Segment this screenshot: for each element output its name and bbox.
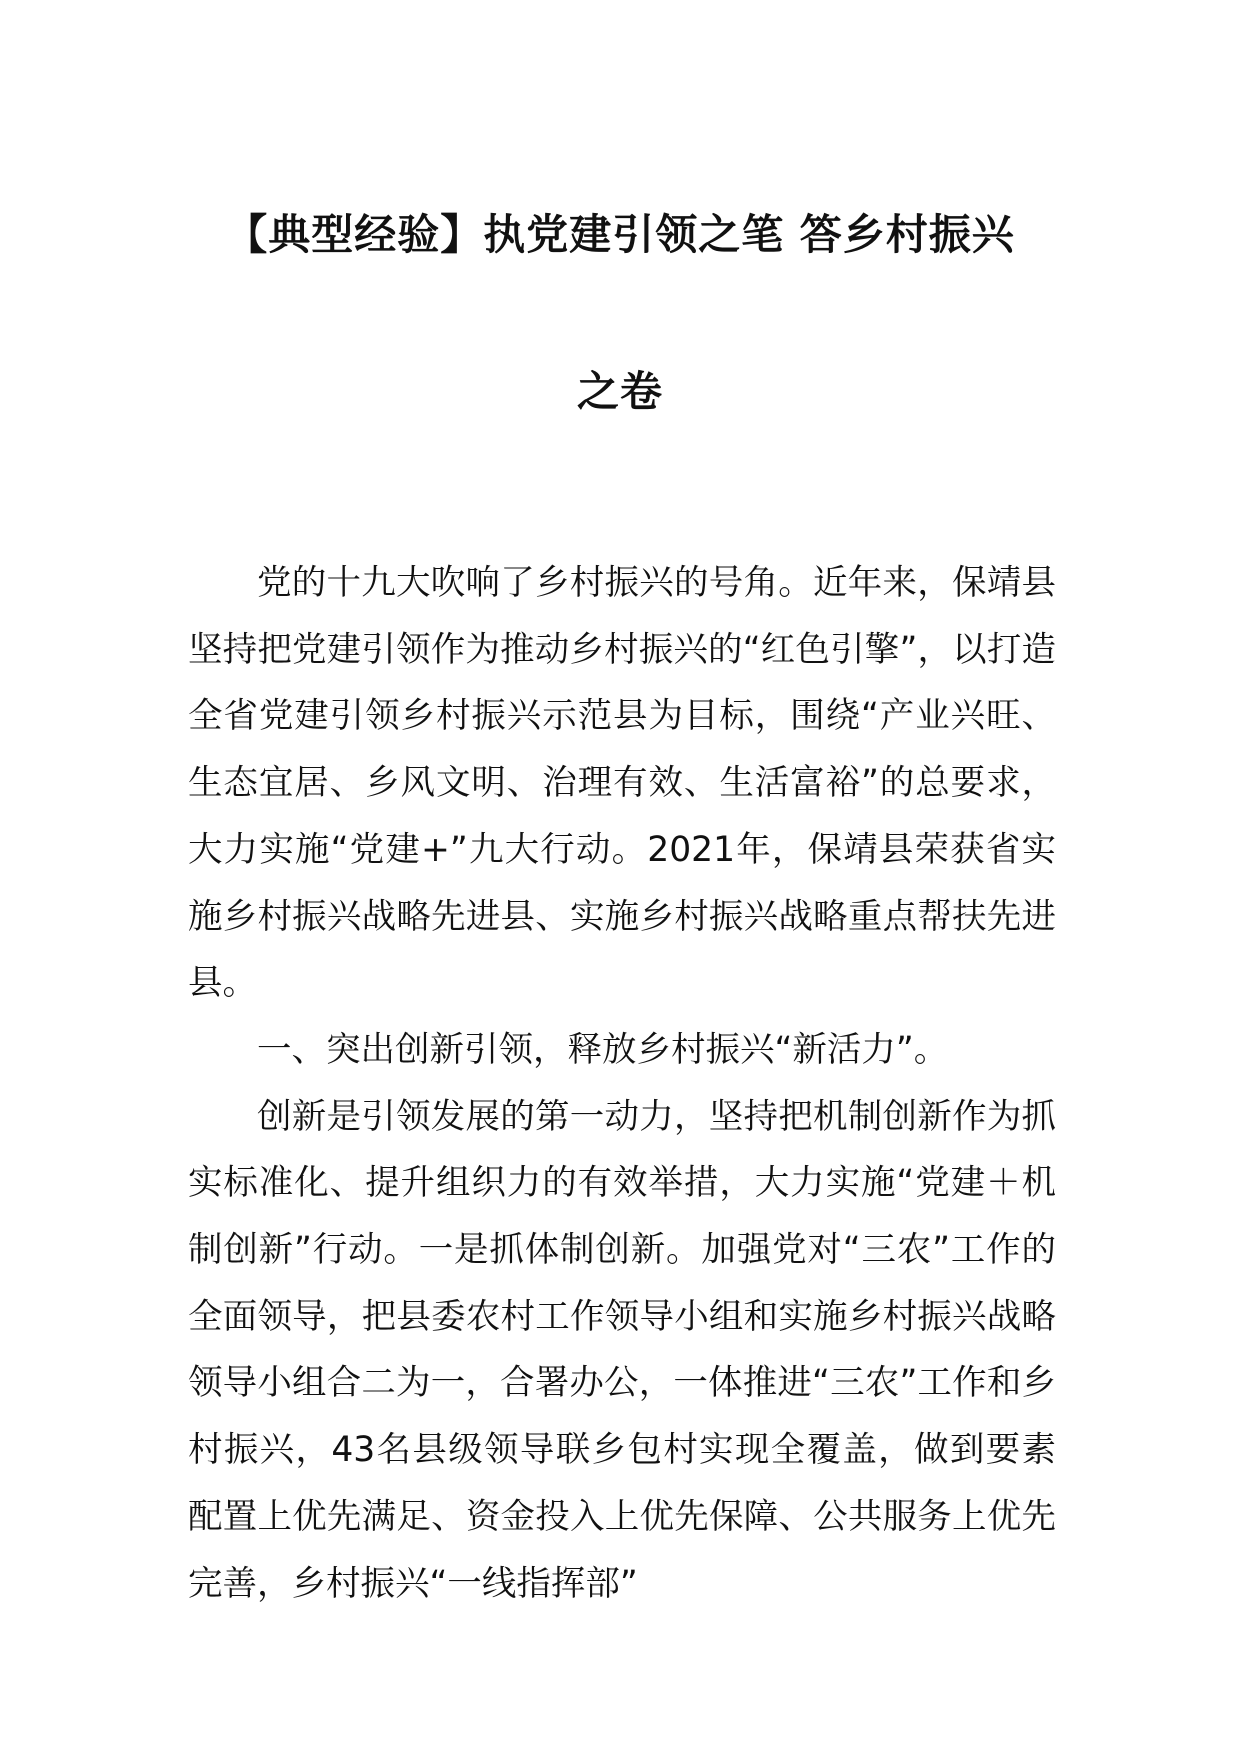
paragraph-intro: 党的十九大吹响了乡村振兴的号角。近年来，保靖县坚持把党建引领作为推动乡村振兴的“红色引擎”，以打造全省党建引领乡村振兴示范县为目标，围绕“产业兴旺、生态宜居、乡风文明、治理有效、生活富裕”的总要求，大力实施“党建+”九大行动。2021年，保靖县荣获省实施乡村振兴战略先进县、实施乡村振兴战略重点帮扶先进县。 bbox=[188, 563, 1056, 1004]
body-text bbox=[188, 550, 1056, 1617]
title-line-1: 【典型经验】执党建引领之笔 答乡村振兴 bbox=[225, 210, 1015, 259]
section-heading-1: 一、突出创新引领，释放乡村振兴“新活力”。 bbox=[257, 1029, 949, 1070]
paragraph-innovation: 创新是引领发展的第一动力，坚持把机制创新作为抓实标准化、提升组织力的有效举措，大力实施“党建＋机制创新”行动。一是抓体制创新。加强党对“三农”工作的全面领导，把县委农村工作领导小组和实施乡村振兴战略领导小组合二为一，合署办公，一体推进“三农”工作和乡村振兴，43名县级领导联乡包村实现全覆盖，做到要素配置上优先满足、资金投入上优先保障、公共服务上优先完善，乡村振兴“一线指挥部” bbox=[188, 1096, 1056, 1604]
title-line-2: 之卷 bbox=[576, 367, 663, 416]
